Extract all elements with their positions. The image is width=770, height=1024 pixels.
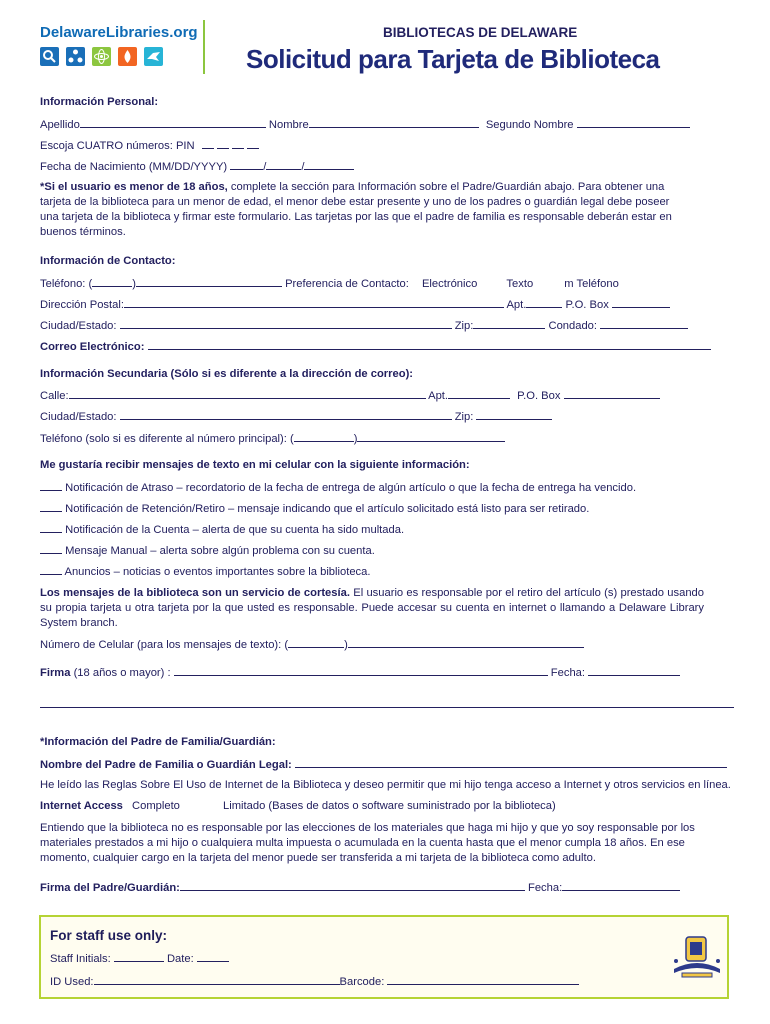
staff-initials-field[interactable] bbox=[114, 951, 164, 962]
courtesy-text: El usuario es responsable por el retiro del artículo (s) prestado usando su propia tarjeta u otra tarjeta por la que usted es responsable. Puede accesar su cuenta en internet o llamando a Delaware Library System branch. bbox=[40, 587, 704, 629]
staff-date-label: Date: bbox=[166, 953, 194, 965]
pin-label: Escoja CUATRO números: PIN bbox=[40, 140, 195, 152]
bird-icon bbox=[144, 47, 163, 66]
apt2-label: Apt. bbox=[428, 390, 449, 402]
internet-limitado[interactable]: Limitado (Bases de datos o software suministrado por la biblioteca) bbox=[223, 800, 556, 812]
pin-digit-field[interactable] bbox=[217, 138, 229, 149]
pobox-field[interactable] bbox=[612, 297, 670, 308]
site-logo-text: DelawareLibraries.org bbox=[40, 24, 198, 41]
zip2-field[interactable] bbox=[476, 409, 552, 420]
internet-completo[interactable]: Completo bbox=[132, 800, 180, 812]
fecha-label: Fecha de Nacimiento (MM/DD/YYYY) bbox=[40, 161, 228, 173]
telefono2-row: Teléfono (solo si es diferente al número principal): ( ) bbox=[40, 431, 505, 446]
apellido-row bbox=[40, 117, 690, 132]
contact-heading: Información de Contacto: bbox=[40, 255, 176, 267]
ciudad2-row bbox=[40, 409, 552, 424]
fecha-firma-label: Fecha: bbox=[550, 667, 585, 679]
calle-row bbox=[40, 388, 660, 403]
text-option-label: Notificación de Atraso – recordatorio de la fecha de entrega de algún artículo o que la fecha de entrega ha vencido. bbox=[65, 482, 637, 494]
minor-text: complete la sección para Información sobre el Padre/Guardián abajo. Para obtener una tarjeta de la biblioteca para un menor de edad, el menor debe estar presente y uno de los padres o guardián legal debe poseer una tarjeta de la biblioteca y firmar este formulario. Las tarjetas por las que el padre de familia es responsable deberán estar en buenos términos. bbox=[40, 181, 672, 238]
fecha-row: Fecha de Nacimiento (MM/DD/YYYY) / / bbox=[40, 159, 354, 174]
telefono-label: Teléfono: ( bbox=[40, 278, 93, 290]
area-code-field[interactable] bbox=[92, 276, 132, 287]
internet-row bbox=[40, 799, 556, 813]
parent-name-field[interactable] bbox=[295, 757, 727, 768]
text-option-label: Mensaje Manual – alerta sobre algún problema con su cuenta. bbox=[65, 545, 375, 557]
staff-id-row bbox=[50, 974, 579, 989]
pin-digit-field[interactable] bbox=[247, 138, 259, 149]
staff-barcode-field[interactable] bbox=[387, 974, 579, 985]
pin-row bbox=[40, 138, 259, 153]
area-code2-field[interactable] bbox=[294, 431, 354, 442]
minor-paragraph bbox=[40, 180, 680, 240]
direccion-label: Dirección Postal: bbox=[40, 299, 124, 311]
cell-field[interactable] bbox=[348, 637, 584, 648]
pref-label: Preferencia de Contacto: bbox=[285, 278, 409, 290]
pobox-label: P.O. Box bbox=[565, 299, 609, 311]
courtesy-bold: Los mensajes de la biblioteca son un servicio de cortesía. bbox=[40, 587, 350, 599]
apellido-field[interactable] bbox=[80, 117, 266, 128]
correo-field[interactable] bbox=[148, 339, 711, 350]
telefono-row: Teléfono: ( ) Preferencia de Contacto: Electrónico Texto m Teléfono bbox=[40, 278, 619, 290]
cell-label: Número de Celular (para los mensajes de texto): ( bbox=[40, 639, 289, 651]
zip-label: Zip: bbox=[454, 320, 474, 332]
page-title: Solicitud para Tarjeta de Biblioteca bbox=[246, 44, 660, 74]
condado-label: Condado: bbox=[548, 320, 598, 332]
section-divider bbox=[40, 707, 734, 708]
zip2-label: Zip: bbox=[454, 411, 474, 423]
calle-field[interactable] bbox=[69, 388, 426, 399]
text-option-checkbox[interactable] bbox=[40, 564, 62, 575]
minor-bold: *Si el usuario es menor de 18 años, bbox=[40, 181, 228, 193]
staff-heading: For staff use only: bbox=[50, 928, 168, 943]
text-option-row bbox=[40, 564, 370, 579]
texts-heading: Me gustaría recibir mensajes de texto en mi celular con la siguiente información: bbox=[40, 459, 470, 471]
firma-label: Firma bbox=[40, 667, 71, 679]
parent-firma-row bbox=[40, 880, 680, 895]
text-option-row bbox=[40, 480, 636, 495]
parent-fecha-label: Fecha: bbox=[528, 882, 563, 894]
atom-icon bbox=[92, 47, 111, 66]
firma-row bbox=[40, 665, 680, 680]
correo-row bbox=[40, 339, 711, 354]
cell-row: Número de Celular (para los mensajes de texto): ( ) bbox=[40, 637, 584, 652]
parent-heading: *Información del Padre de Familia/Guardián: bbox=[40, 736, 276, 748]
apt-field[interactable] bbox=[526, 297, 562, 308]
header-supertitle: BIBLIOTECAS DE DELAWARE bbox=[383, 25, 578, 40]
calle-label: Calle: bbox=[40, 390, 69, 402]
day-field[interactable] bbox=[266, 159, 301, 170]
telefono2-label: Teléfono (solo si es diferente al número principal): ( bbox=[40, 433, 294, 445]
ciudad-field[interactable] bbox=[120, 318, 452, 329]
month-field[interactable] bbox=[230, 159, 263, 170]
text-option-checkbox[interactable] bbox=[40, 501, 62, 512]
flame-icon bbox=[118, 47, 137, 66]
staff-date-field[interactable] bbox=[197, 951, 229, 962]
staff-id-field[interactable] bbox=[94, 974, 340, 985]
condado-field[interactable] bbox=[600, 318, 688, 329]
nombre-label: Nombre bbox=[268, 119, 309, 131]
cell-area-field[interactable] bbox=[288, 637, 344, 648]
internet-label: Internet Access bbox=[40, 800, 123, 812]
correo-label: Correo Electrónico: bbox=[40, 341, 145, 353]
parent-name-row bbox=[40, 757, 727, 772]
ciudad2-label: Ciudad/Estado: bbox=[40, 411, 117, 423]
telefono-field[interactable] bbox=[136, 276, 282, 287]
leido-text: He leído las Reglas Sobre El Uso de Internet de la Biblioteca y deseo permitir que mi hijo tenga acceso a Internet y otros servicios en línea. bbox=[40, 779, 731, 791]
seal-icon bbox=[668, 931, 726, 987]
parent-firma-field[interactable] bbox=[180, 880, 525, 891]
direccion-field[interactable] bbox=[124, 297, 504, 308]
parent-name-label: Nombre del Padre de Familia o Guardián Legal: bbox=[40, 759, 292, 771]
text-option-label: Anuncios – noticias o eventos importantes sobre la biblioteca. bbox=[64, 566, 371, 578]
secondary-heading: Información Secundaria (Sólo si es diferente a la dirección de correo): bbox=[40, 368, 414, 380]
telefono2-field[interactable] bbox=[357, 431, 505, 442]
staff-id-label: ID Used: bbox=[50, 976, 94, 988]
text-option-checkbox[interactable] bbox=[40, 480, 62, 491]
pin-digit-field[interactable] bbox=[202, 138, 214, 149]
firma-sub: (18 años o mayor) : bbox=[70, 667, 171, 679]
text-option-label: Notificación de la Cuenta – alerta de que su cuenta ha sido multada. bbox=[65, 524, 405, 536]
apellido-label: Apellido bbox=[40, 119, 80, 131]
pref-electronico[interactable]: Electrónico bbox=[421, 278, 478, 290]
text-option-checkbox[interactable] bbox=[40, 522, 62, 533]
staff-initials-label: Staff Initials: bbox=[50, 953, 111, 965]
nombre-field[interactable] bbox=[309, 117, 479, 128]
pobox2-field[interactable] bbox=[564, 388, 660, 399]
year-field[interactable] bbox=[304, 159, 354, 170]
staff-barcode-label: Barcode: bbox=[339, 976, 385, 988]
segundo-nombre-label: Segundo Nombre bbox=[485, 119, 574, 131]
pin-digit-field[interactable] bbox=[232, 138, 244, 149]
apt-label: Apt. bbox=[506, 299, 527, 311]
parent-fecha-field[interactable] bbox=[562, 880, 680, 891]
network-icon bbox=[66, 47, 85, 66]
pref-texto[interactable]: Texto bbox=[506, 278, 534, 290]
text-option-row bbox=[40, 501, 589, 516]
text-option-row bbox=[40, 522, 404, 537]
text-option-row bbox=[40, 543, 375, 558]
parent-firma-label: Firma del Padre/Guardián: bbox=[40, 882, 180, 894]
firma-field[interactable] bbox=[174, 665, 548, 676]
direccion-row bbox=[40, 297, 670, 312]
text-option-checkbox[interactable] bbox=[40, 543, 62, 554]
ciudad-row bbox=[40, 318, 688, 333]
zip-field[interactable] bbox=[473, 318, 545, 329]
apt2-field[interactable] bbox=[448, 388, 510, 399]
fecha-firma-field[interactable] bbox=[588, 665, 680, 676]
search-icon bbox=[40, 47, 59, 66]
personal-heading: Información Personal: bbox=[40, 96, 159, 108]
ciudad2-field[interactable] bbox=[120, 409, 452, 420]
text-option-label: Notificación de Retención/Retiro – mensaje indicando que el artículo solicitado está listo para ser retirado. bbox=[65, 503, 590, 515]
segundo-nombre-field[interactable] bbox=[577, 117, 690, 128]
pobox2-label: P.O. Box bbox=[517, 390, 561, 402]
courtesy-paragraph bbox=[40, 586, 704, 631]
entiendo-paragraph: Entiendo que la biblioteca no es responsable por las elecciones de los materiales que haga mi hijo y que yo soy responsable por los materiales prestados a mi hijo o cualquiera multa impuesta o acumulada en la cuenta hasta que el menor cumpla 18 años. En ese momento, cualquier cargo en la tarjeta del menor puede ser transferida a mi tarjeta de la biblioteca como adulto. bbox=[40, 822, 695, 864]
ciudad-label: Ciudad/Estado: bbox=[40, 320, 117, 332]
pref-telefono[interactable]: m Teléfono bbox=[564, 278, 619, 290]
header-divider bbox=[203, 20, 205, 74]
staff-initials-row bbox=[50, 951, 229, 966]
